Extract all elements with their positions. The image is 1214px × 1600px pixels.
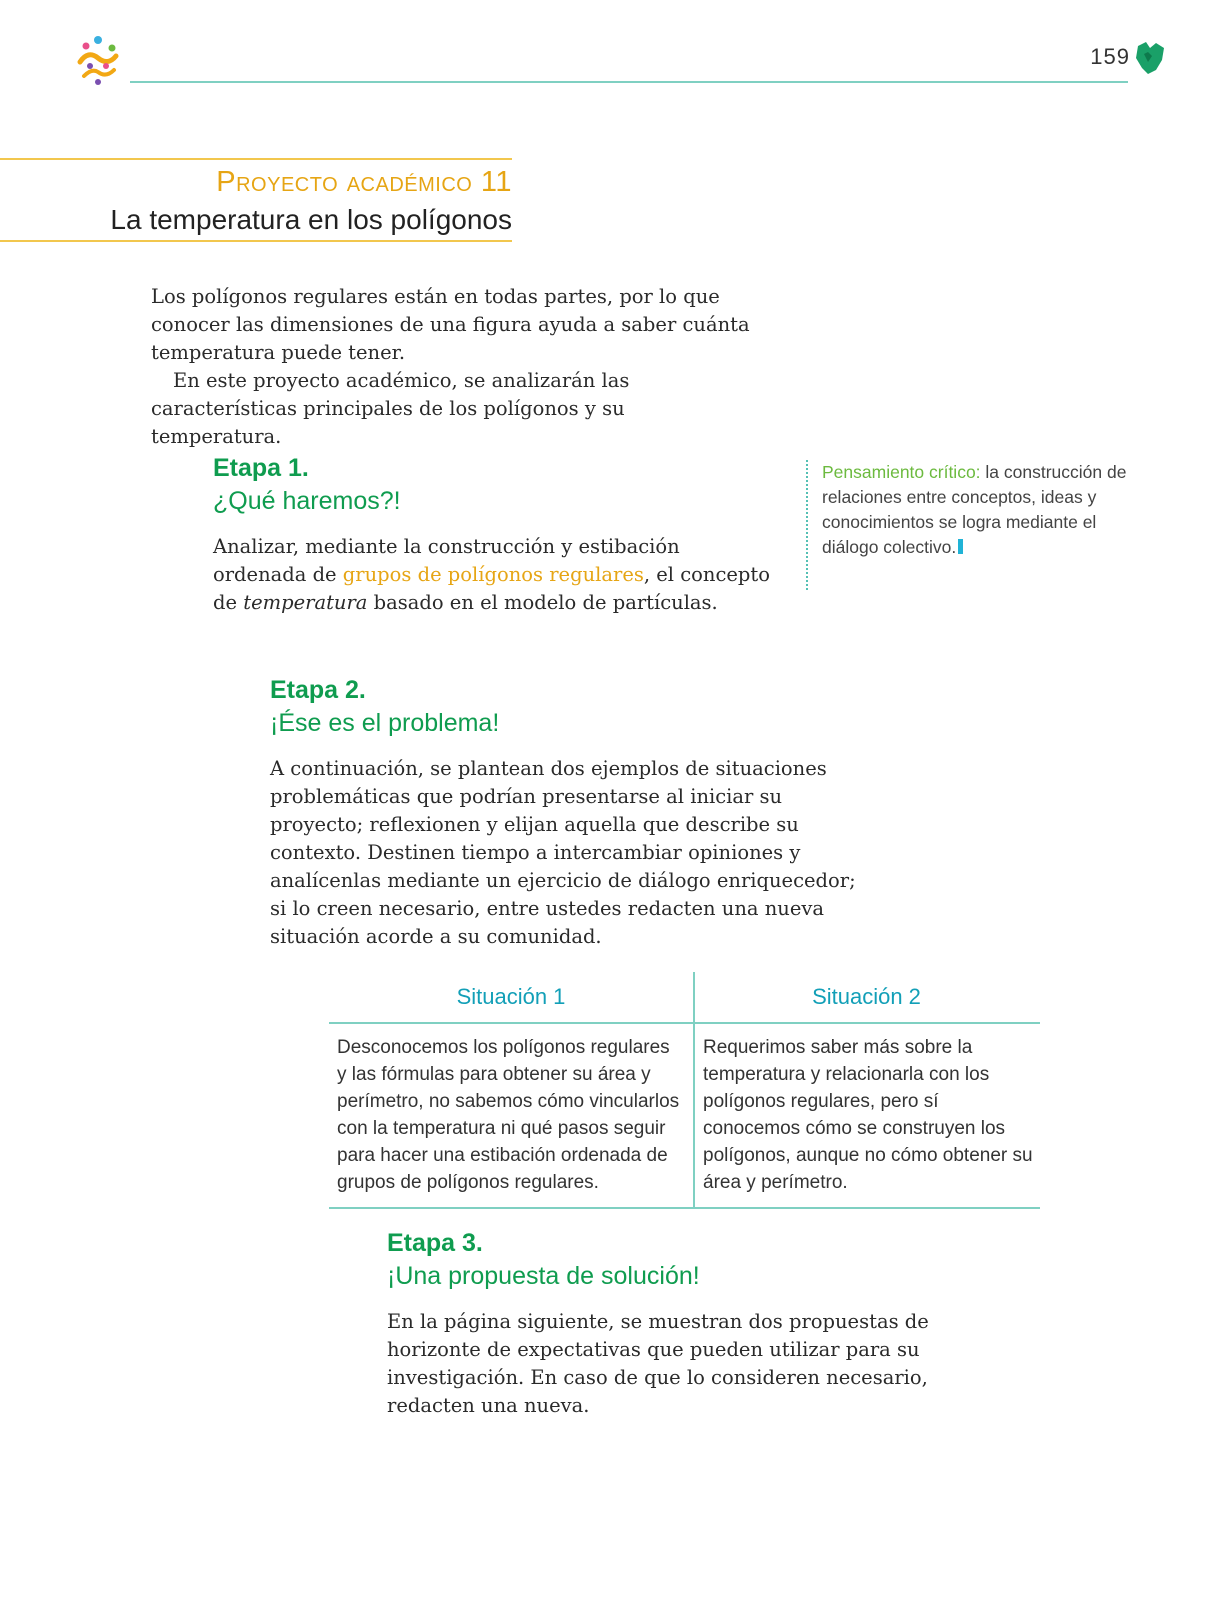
etapa1-text [213, 533, 773, 617]
etapa1-heading: Etapa 1. [213, 454, 309, 482]
project-logo-icon [70, 32, 126, 88]
side-note-mark-icon [958, 539, 963, 554]
project-title: La temperatura en los polígonos [110, 204, 512, 235]
table-cell-situacion-2: Requerimos saber más sobre la temperatura y relacionarla con los polígonos regulares, pero sí conocemos cómo se construyen los polígonos, aunque no cómo obtener su área y perímetro. [703, 1037, 1033, 1193]
etapa2-heading: Etapa 2. [270, 676, 366, 704]
etapa1-text-b: , el concepto de [213, 563, 770, 614]
etapa1-text-c: basado en el modelo de partículas. [367, 591, 718, 614]
side-note-text: la construcción de relaciones entre conceptos, ideas y conocimientos se logra mediante el diálogo colectivo. [822, 462, 1127, 557]
etapa3-heading: Etapa 3. [387, 1229, 483, 1257]
page-number: 159 [1090, 44, 1130, 69]
situations-table [329, 972, 1040, 1209]
glossary-link-grupos[interactable]: grupos de polígonos regulares [342, 563, 644, 586]
intro-paragraph-1: Los polígonos regulares están en todas partes, por lo que conocer las dimensiones de una figura ayuda a saber cuánta temperatura puede tener. [151, 285, 750, 364]
intro-text [151, 283, 761, 451]
table-cell-situacion-1: Desconocemos los polígonos regulares y las fórmulas para obtener su área y perímetro, no sabemos cómo vincularlos con la temperatura ni qué pasos seguir para hacer una estibación ordenada de grupos de polígonos regulares. [337, 1037, 680, 1193]
leaf-badge-icon [1134, 40, 1166, 76]
title-rule-bottom [0, 240, 512, 242]
etapa3-subheading: ¡Una propuesta de solución! [387, 1262, 700, 1290]
project-label: Proyecto académico 11 [216, 166, 512, 198]
etapa2-subheading: ¡Ése es el problema! [270, 709, 500, 737]
title-rule-top [0, 158, 512, 160]
side-note [806, 460, 1142, 590]
etapa3-text: En la página siguiente, se muestran dos propuestas de horizonte de expectativas que pueden utilizar para su investigación. En caso de que lo consideren necesario, redacten una nueva. [387, 1310, 929, 1417]
table-header-situacion-1: Situación 1 [456, 984, 566, 1009]
table-bottom-rule [329, 1207, 1040, 1209]
header-rule [130, 81, 1128, 83]
table-header-situacion-2: Situación 2 [812, 984, 921, 1009]
intro-paragraph-2: En este proyecto académico, se analizarán las características principales de los polígonos y su temperatura. [151, 369, 630, 448]
table-header-rule [329, 1022, 1040, 1024]
etapa1-subheading: ¿Qué haremos?! [213, 487, 401, 515]
etapa1-term-temperatura: temperatura [243, 591, 368, 614]
side-note-term: Pensamiento crítico: [822, 462, 981, 482]
etapa2-text: A continuación, se plantean dos ejemplos de situaciones problemáticas que podrían presentarse al iniciar su proyecto; reflexionen y elijan aquella que describe su contexto. Destinen tiempo a intercambiar opiniones y analícenlas mediante un ejercicio de diálogo enriquecedor; si lo creen necesario, entre ustedes redacten una nueva situación acorde a su comunidad. [270, 757, 856, 948]
etapa1-text-a: Analizar, mediante la construcción y estibación ordenada de [213, 535, 680, 586]
